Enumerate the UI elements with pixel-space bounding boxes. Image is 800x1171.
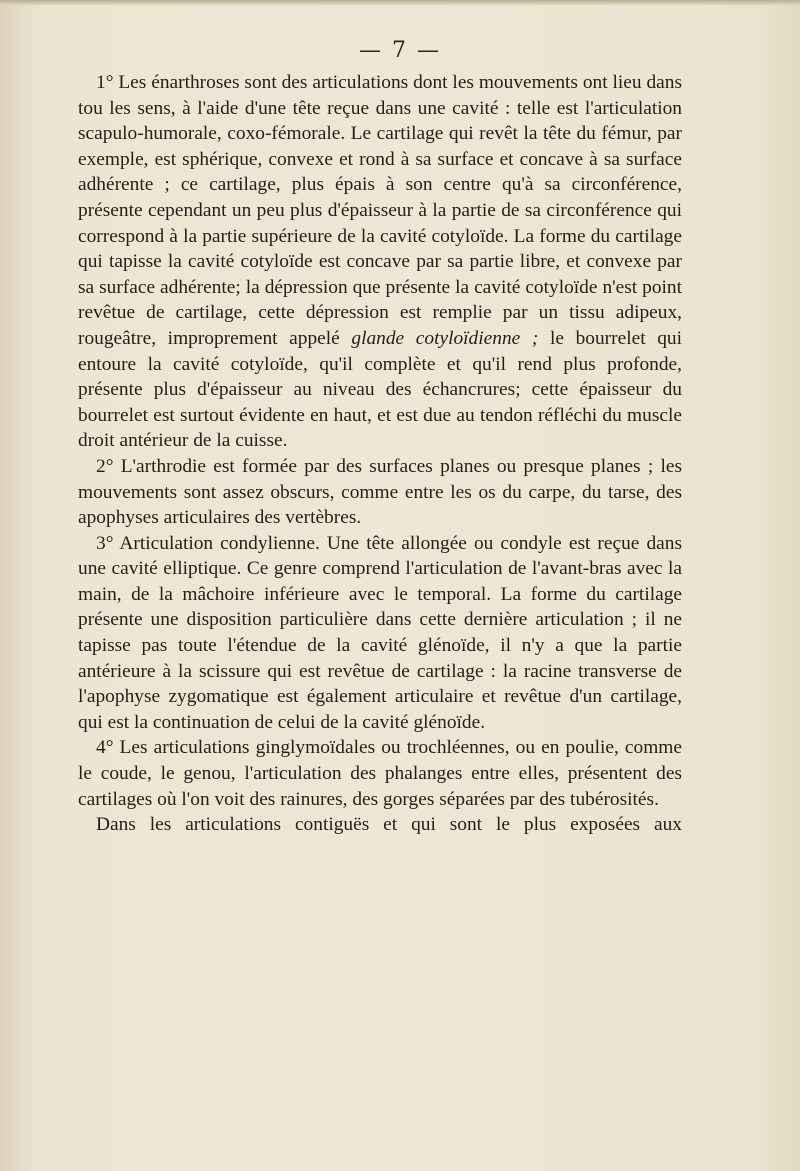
term-glande-cotyloidienne: glande cotyloïdienne ; <box>351 327 539 349</box>
paragraph-enarthroses <box>78 70 682 454</box>
paragraph-enarthroses-text-before: 1° Les énarthroses sont des articulations dont les mouvements ont lieu dans tou les sens, à l'aide d'une tête reçue dans une cavité : telle est l'articulation scapulo-humorale, coxo-fémorale. Le cartilage qui revêt la tête du fémur, par exemple, est sphérique, convexe et rond à sa surface et concave à sa surface adhérente ; ce cartilage, plus épais à son centre qu'à sa circonférence, présente cependant un peu plus d'épaisseur à la partie de sa circonférence qui correspond à la partie supérieure de la cavité cotyloïde. La forme du cartilage qui tapisse la cavité cotyloïde est concave par sa partie libre, et convexe par sa surface adhérente; la dépression que présente la cavité cotyloïde n'est point revêtue de cartilage, cette dépression est remplie par un tissu adipeux, rougeâtre, improprement appelé <box>78 72 682 349</box>
body-text <box>78 70 682 838</box>
paragraph-condylienne: 3° Articulation condylienne. Une tête allongée ou condyle est reçue dans une cavité elliptique. Ce genre comprend l'articulation de l'avant-bras avec la main, de la mâchoire inférieure avec le temporal. La forme du cartilage présente une disposition particulière dans cette dernière articulation ; il ne tapisse pas toute l'étendue de la cavité glénoïde, il n'y a que la partie antérieure à la scissure qui est revêtue de cartilage : la racine transverse de l'apophyse zygomatique est également articulaire et revêtue d'un cartilage, qui est la continuation de celui de la cavité glénoïde. <box>78 532 682 733</box>
page-top-edge <box>0 0 800 6</box>
paragraph-ginglymoidales: 4° Les articulations ginglymoïdales ou trochléennes, ou en poulie, comme le coude, le genou, l'articulation des phalanges entre elles, présentent des cartilages où l'on voit des rainures, des gorges séparées par des tubérosités. <box>78 737 682 810</box>
paragraph-enarthroses-text-after: le bourrelet qui entoure la cavité cotyloïde, qu'il complète et qu'il rend plus profonde, présente plus d'épaisseur au niveau des échancrures; cette épaisseur du bourrelet est surtout évidente en haut, et est due au tendon réfléchi du muscle droit antérieur de la cuisse. <box>78 327 682 452</box>
paragraph-arthrodie: 2° L'arthrodie est formée par des surfaces planes ou presque planes ; les mouvements sont assez obscurs, comme entre les os du carpe, du tarse, des apophyses articulaires des vertèbres. <box>78 455 682 529</box>
page-number: — 7 — <box>359 38 441 63</box>
paragraph-contigues: Dans les articulations contiguës et qui sont le plus exposées aux <box>96 814 682 836</box>
